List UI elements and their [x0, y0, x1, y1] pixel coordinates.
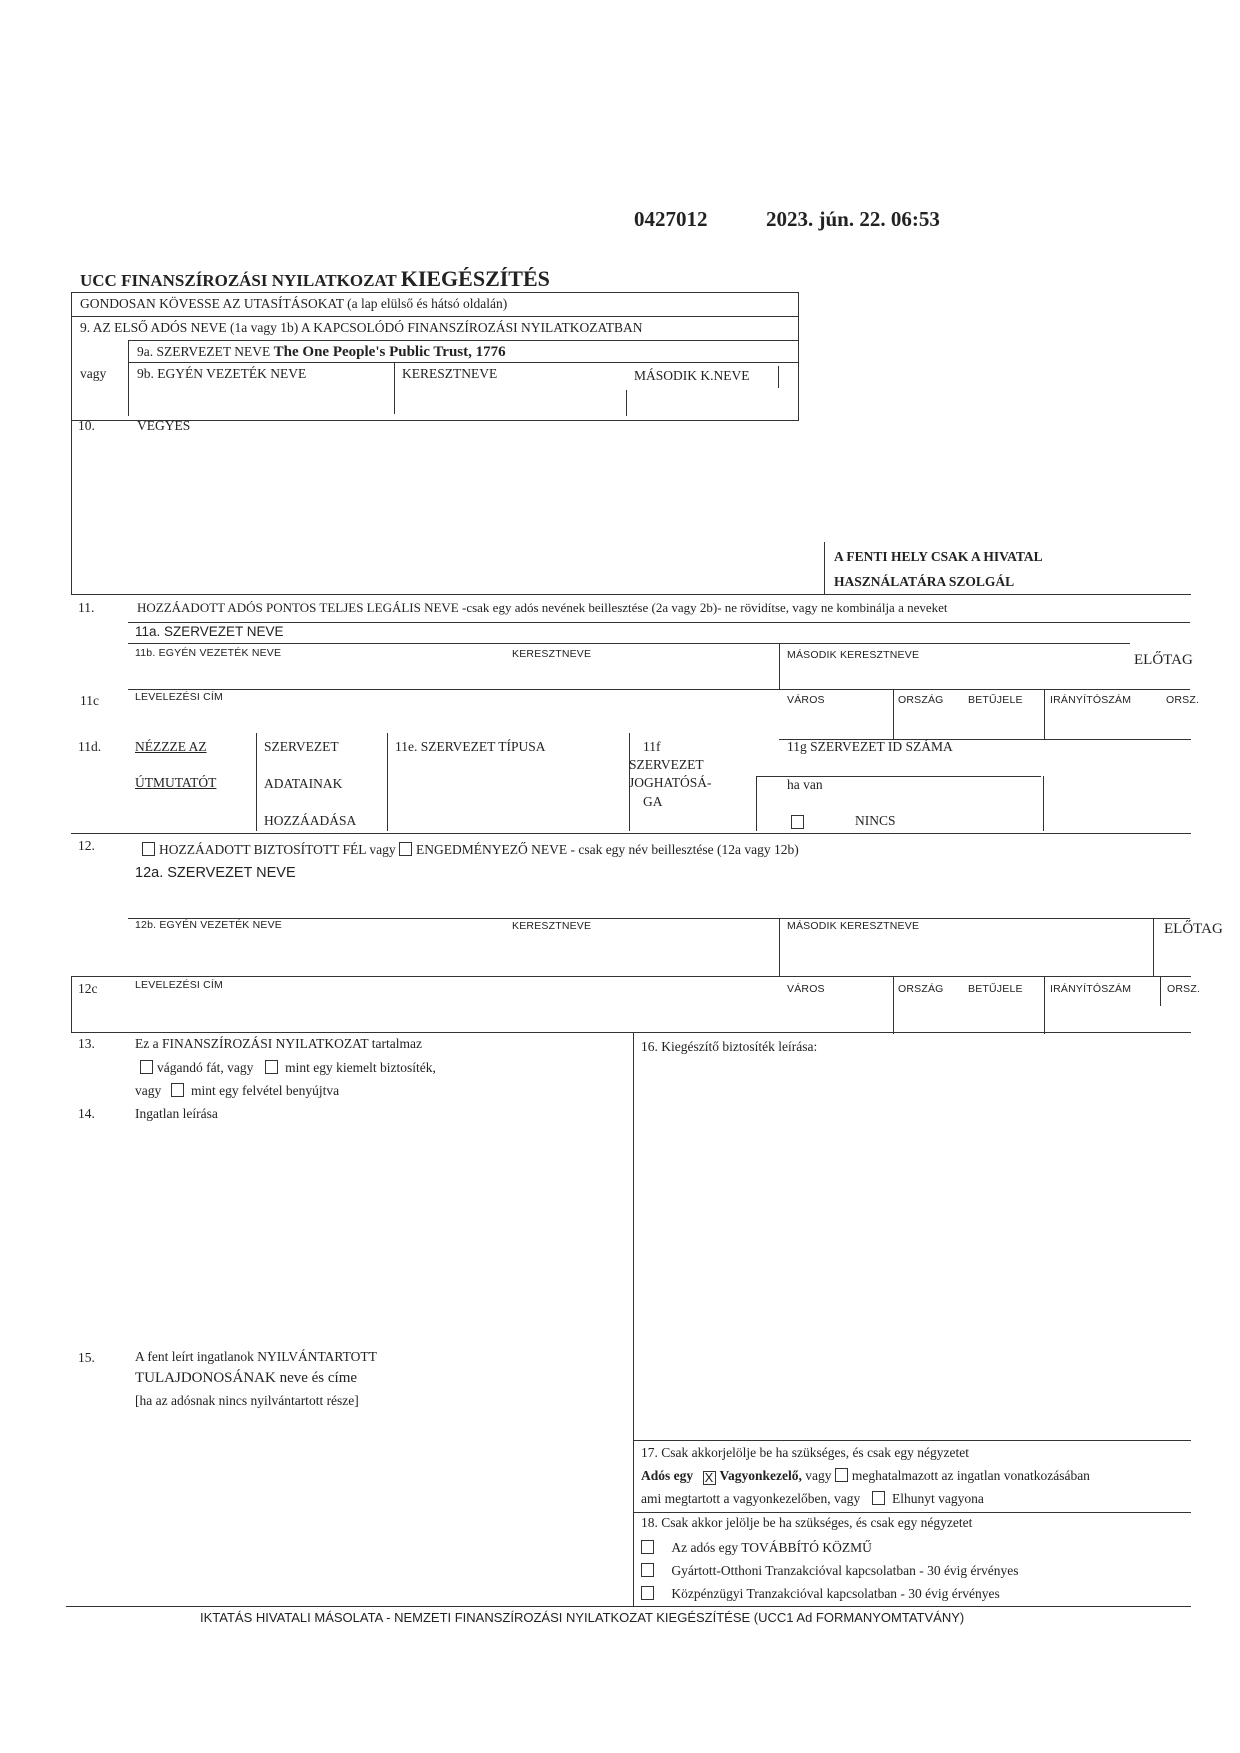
- s11c-address-label: LEVELEZÉSI CÍM: [135, 691, 223, 703]
- s17-held-label: ami megtartott a vagyonkezelőben, vagy: [641, 1491, 861, 1506]
- s17-vagy: vagy: [805, 1468, 832, 1483]
- s11d-see-link[interactable]: NÉZZZE AZ: [135, 739, 207, 754]
- s9a-label: 9a. SZERVEZET NEVE: [137, 344, 274, 359]
- s12-options: [142, 842, 799, 858]
- form-title-main: UCC FINANSZÍROZÁSI NYILATKOZAT: [80, 271, 401, 290]
- s13-fixture-checkbox[interactable]: [265, 1060, 278, 1074]
- s13-opt-filing: [135, 1083, 339, 1099]
- s11-label: HOZZÁADOTT ADÓS PONTOS TELJES LEGÁLIS NEVE -csak egy adós nevének beillesztése (2a vagy 2b)- ne rövidítse, vagy ne kombinálja a neveket: [137, 600, 948, 615]
- s18-manufactured-home-checkbox[interactable]: [641, 1563, 654, 1577]
- s17-debtor-label: Adós egy: [641, 1468, 694, 1483]
- s12b-prefix-label: ELŐTAG: [1164, 921, 1223, 937]
- s13-filing-checkbox[interactable]: [171, 1083, 184, 1097]
- s11b-label: 11b. EGYÉN VEZETÉK NEVE: [135, 647, 282, 659]
- s11f-line2: SZERVEZET: [629, 757, 704, 772]
- filing-number: 0427012: [634, 207, 708, 231]
- s11c-state-label: ORSZÁG: [898, 694, 944, 706]
- s11f-line3: JOGHATÓSÁ-: [629, 775, 712, 790]
- s12-assignor-label: ENGEDMÉNYEZŐ NEVE - csak egy név beillesztése (12a vagy 12b): [415, 842, 799, 857]
- s11a-label: 11a. SZERVEZET NEVE: [135, 624, 284, 639]
- s11c-country-label: ORSZ.: [1166, 694, 1200, 706]
- s11g-none-checkbox[interactable]: [791, 815, 804, 829]
- s11g-ifany: ha van: [787, 777, 823, 792]
- s12c-state-label: ORSZÁG: [898, 983, 944, 995]
- office-use-line2: HASZNÁLATÁRA SZOLGÁL: [834, 574, 1015, 589]
- footer-text: IKTATÁS HIVATALI MÁSOLATA - NEMZETI FINANSZÍROZÁSI NYILATKOZAT KIEGÉSZÍTÉSE (UCC1 Ad FORMANYOMTATVÁNY): [200, 1610, 965, 1625]
- s18-opt3: [641, 1586, 1000, 1602]
- instructions-text: GONDOSAN KÖVESSE AZ UTASÍTÁSOKAT (a lap elülső és hátsó oldalán): [80, 296, 508, 311]
- s11c-code-label: BETŰJELE: [968, 694, 1023, 706]
- s18-public-finance-checkbox[interactable]: [641, 1586, 654, 1600]
- s12c-num: 12c: [78, 981, 98, 996]
- s12-num: 12.: [78, 838, 95, 853]
- s13-timber-label: vágandó fát, vagy: [157, 1060, 254, 1075]
- s13-opt-timber: [140, 1060, 436, 1076]
- s12b-middle-label: MÁSODIK KERESZTNEVE: [787, 920, 920, 932]
- s17-deceased-checkbox[interactable]: [872, 1491, 885, 1505]
- s10-num: 10.: [78, 418, 95, 433]
- s11g-none-option[interactable]: [791, 815, 808, 831]
- s11b-first-label: KERESZTNEVE: [512, 648, 592, 660]
- s11b-middle-label: MÁSODIK KERESZTNEVE: [787, 649, 920, 661]
- s11d-org-line1: SZERVEZET: [264, 739, 339, 754]
- s18-utility-label: Az adós egy TOVÁBBÍTÓ KÖZMŰ: [671, 1540, 872, 1555]
- s12-secured-party-checkbox[interactable]: [142, 842, 155, 856]
- s14-label: Ingatlan leírása: [135, 1106, 218, 1121]
- s11b-prefix-label: ELŐTAG: [1134, 652, 1193, 668]
- s18-manufactured-home-label: Gyártott-Otthoni Tranzakcióval kapcsolatban - 30 évig érvényes: [671, 1563, 1019, 1578]
- s18-opt1: [641, 1540, 872, 1556]
- s9-vagy: vagy: [80, 366, 107, 381]
- s13-label: Ez a FINANSZÍROZÁSI NYILATKOZAT tartalmaz: [135, 1036, 422, 1051]
- s18-utility-checkbox[interactable]: [641, 1540, 654, 1554]
- s16-label: 16. Kiegészítő biztosíték leírása:: [641, 1039, 818, 1054]
- s11c-zip-label: IRÁNYÍTÓSZÁM: [1050, 694, 1132, 706]
- s15-num: 15.: [78, 1350, 95, 1365]
- s15-line3: [ha az adósnak nincs nyilvántartott része]: [135, 1393, 359, 1408]
- s11c-num: 11c: [80, 693, 99, 708]
- s17-trustee-checkbox[interactable]: X: [703, 1471, 716, 1485]
- s17-trustee-label: Vagyonkezelő,: [719, 1468, 802, 1483]
- s17-label: 17. Csak akkorjelölje be ha szükséges, és csak egy négyzetet: [641, 1445, 970, 1460]
- s18-label: 18. Csak akkor jelölje be ha szükséges, és csak egy négyzetet: [641, 1515, 973, 1530]
- s9a-field[interactable]: [137, 344, 506, 361]
- s12a-label: 12a. SZERVEZET NEVE: [135, 865, 296, 881]
- s9b-label: 9b. EGYÉN VEZETÉK NEVE: [137, 366, 307, 381]
- s12c-city-label: VÁROS: [787, 983, 825, 995]
- s18-public-finance-label: Közpénzügyi Tranzakcióval kapcsolatban - 30 évig érvényes: [671, 1586, 1000, 1601]
- s11d-org-line3: HOZZÁADÁSA: [264, 813, 357, 828]
- s17-agent-checkbox[interactable]: [835, 1468, 848, 1482]
- s12c-country-label: ORSZ.: [1167, 983, 1201, 995]
- s12c-address-label: LEVELEZÉSI CÍM: [135, 979, 223, 991]
- s11e-label: 11e. SZERVEZET TÍPUSA: [395, 739, 546, 754]
- s17-row2: [641, 1491, 984, 1507]
- s12b-first-label: KERESZTNEVE: [512, 920, 592, 932]
- office-use-line1: A FENTI HELY CSAK A HIVATAL: [834, 549, 1043, 564]
- s11c-city-label: VÁROS: [787, 694, 825, 706]
- s11-num: 11.: [78, 600, 95, 615]
- s12c-zip-label: IRÁNYÍTÓSZÁM: [1050, 983, 1132, 995]
- s11g-none-label: NINCS: [855, 813, 896, 828]
- form-title: [80, 266, 550, 292]
- s12c-code-label: BETŰJELE: [968, 983, 1023, 995]
- s17-deceased-label: Elhunyt vagyona: [892, 1491, 984, 1506]
- s12-assignor-checkbox[interactable]: [399, 842, 412, 856]
- s11f-line4: GA: [643, 794, 663, 809]
- s18-opt2: [641, 1563, 1019, 1579]
- s13-num: 13.: [78, 1036, 95, 1051]
- s17-row1: [641, 1468, 1090, 1485]
- s13-vagy: vagy: [135, 1083, 162, 1098]
- s11d-guide-link[interactable]: ÚTMUTATÓT: [135, 775, 217, 790]
- form-title-big: KIEGÉSZÍTÉS: [400, 266, 550, 291]
- s10-label: VEGYES: [137, 418, 191, 433]
- s15-line2: TULAJDONOSÁNAK neve és címe: [135, 1370, 358, 1386]
- s11d-num: 11d.: [78, 739, 102, 754]
- s11f-line1: 11f: [643, 739, 661, 754]
- s12-secured-party-label: HOZZÁADOTT BIZTOSÍTOTT FÉL vagy: [159, 842, 396, 857]
- s15-line1: A fent leírt ingatlanok NYILVÁNTARTOTT: [135, 1349, 377, 1364]
- s13-timber-checkbox[interactable]: [140, 1060, 153, 1074]
- s9a-value: The One People's Public Trust, 1776: [273, 344, 506, 360]
- filing-datetime: 2023. jún. 22. 06:53: [766, 207, 940, 231]
- s13-fixture-label: mint egy kiemelt biztosíték,: [285, 1060, 436, 1075]
- s9b-first-label: KERESZTNEVE: [402, 366, 498, 381]
- s11g-label: 11g SZERVEZET ID SZÁMA: [787, 739, 953, 754]
- s17-agent-label: meghatalmazott az ingatlan vonatkozásában: [851, 1468, 1090, 1483]
- s13-filing-label: mint egy felvétel benyújtva: [191, 1083, 340, 1098]
- s9b-middle-label: MÁSODIK K.NEVE: [634, 368, 750, 383]
- s11d-org-line2: ADATAINAK: [264, 776, 343, 791]
- s9-label: 9. AZ ELSŐ ADÓS NEVE (1a vagy 1b) A KAPCSOLÓDÓ FINANSZÍROZÁSI NYILATKOZATBAN: [80, 320, 643, 335]
- s12b-label: 12b. EGYÉN VEZETÉK NEVE: [135, 919, 282, 931]
- s14-num: 14.: [78, 1106, 95, 1121]
